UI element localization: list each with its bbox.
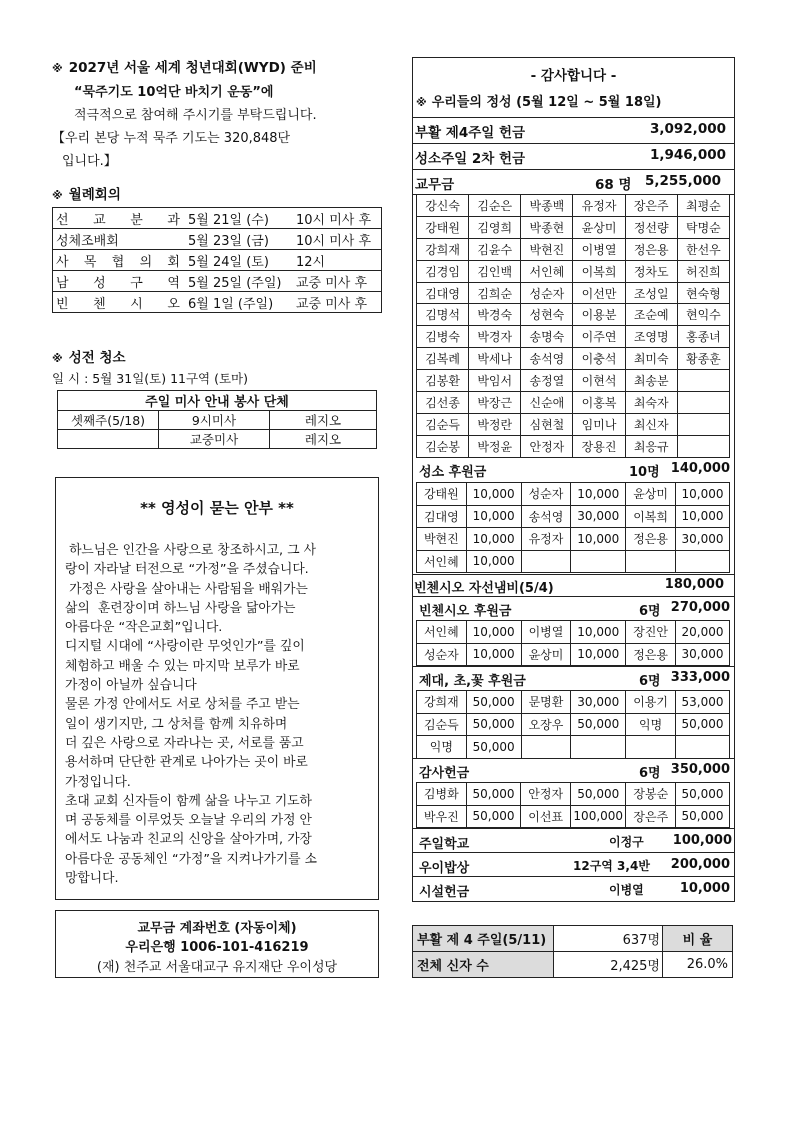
name-cell: 성순자 (521, 483, 571, 506)
ratio-value: 26.0% (663, 952, 733, 978)
name-cell: 김봉환 (417, 370, 469, 392)
name-cell: 최숙자 (625, 392, 677, 414)
name-cell: 현숙형 (677, 282, 729, 304)
amount-cell: 10,000 (571, 483, 626, 506)
table-row (417, 413, 730, 435)
name-cell: 조영명 (625, 326, 677, 348)
greeting-line: 에서도 나눔과 친교의 신앙을 살아가며, 가장 (65, 832, 312, 848)
reference-mark-icon: ※ (52, 189, 63, 202)
greeting-line: 체험하고 배울 수 있는 마지막 보루가 바로 (65, 658, 300, 674)
service-week: 셋째주(5/18) (58, 411, 159, 430)
amount-cell: 30,000 (675, 528, 729, 551)
meeting-heading: ※ 월례회의 (52, 187, 121, 203)
table-row (417, 304, 730, 326)
meeting-table (52, 207, 382, 313)
meeting-cell (53, 208, 382, 229)
greeting-title: ** 영성이 묻는 안부 ** (140, 499, 294, 517)
name-cell: 박종백 (521, 195, 573, 217)
name-cell: 정선량 (625, 216, 677, 238)
greeting-line: 망합니다. (65, 871, 119, 887)
table-row (417, 736, 730, 759)
total-members-label: 전체 신자 수 (413, 952, 554, 978)
sunday-school-amount: 100,000 (672, 833, 732, 848)
name-cell: 이용기 (626, 691, 676, 714)
name-cell: 임미나 (573, 413, 625, 435)
name-cell: 장봉순 (626, 783, 676, 806)
name-cell: 김복례 (417, 348, 469, 370)
name-cell: 정은용 (626, 643, 676, 666)
thanks-gift-table (416, 782, 730, 828)
name-cell: 박현진 (521, 238, 573, 260)
meeting-name: 선 교 분 과 (56, 212, 180, 228)
wyd-heading: ※ 2027년 서울 세계 청년대회(WYD) 준비 (52, 60, 317, 76)
name-cell: 정은용 (625, 238, 677, 260)
meeting-date: 5월 25일 (주일) (188, 275, 282, 291)
table-row (58, 411, 377, 430)
table-row (53, 271, 382, 292)
vincent-fund-count: 6명 (639, 604, 661, 619)
table-row (417, 643, 730, 666)
greeting-line: 삶의 훈련장이며 하느님 사랑을 닮아가는 (65, 600, 296, 616)
vocation-fund-amount: 140,000 (670, 461, 730, 476)
dues-amount: 5,255,000 (644, 173, 721, 189)
meal-amount: 200,000 (670, 857, 730, 872)
name-cell: 장용진 (573, 435, 625, 457)
name-cell: 이병열 (521, 621, 571, 644)
name-cell: 김희순 (469, 282, 521, 304)
thanks-title: - 감사합니다 - (530, 68, 617, 84)
name-cell: 김경임 (417, 260, 469, 282)
name-cell: 정차도 (625, 260, 677, 282)
greeting-line: 가정은 사랑을 살아내는 사람됨을 배워가는 (65, 581, 308, 597)
spiritual-greeting-box (55, 477, 379, 900)
name-cell: 김영희 (469, 216, 521, 238)
facility-name: 이병열 (609, 883, 644, 897)
table-row (417, 282, 730, 304)
name-cell: 이용분 (573, 304, 625, 326)
table-row (417, 621, 730, 644)
vocation-sunday-row (413, 143, 734, 168)
name-cell (677, 435, 729, 457)
name-cell (521, 736, 571, 759)
name-cell: 김순득 (417, 413, 469, 435)
greeting-line: 가정이 아닐까 싶습니다 (65, 678, 197, 694)
thanks-gift-amount: 350,000 (670, 762, 730, 777)
total-members-value: 2,425명 (554, 952, 663, 978)
amount-cell: 50,000 (466, 783, 521, 806)
vincent-pot-amount: 180,000 (664, 577, 724, 592)
name-cell: 조성일 (625, 282, 677, 304)
name-cell: 강태원 (417, 483, 467, 506)
meeting-time: 10시 미사 후 (296, 212, 372, 228)
table-row (53, 229, 382, 250)
ratio-label: 비 율 (663, 926, 733, 952)
table-row (53, 292, 382, 313)
meeting-cell (53, 271, 382, 292)
name-cell: 조순예 (625, 304, 677, 326)
greeting-line: 일이 생기지만, 그 상처를 함께 치유하며 (65, 716, 288, 732)
greeting-line: 초대 교회 신자들이 함께 삶을 나누고 기도하 (65, 793, 312, 809)
meeting-date: 6월 1일 (주일) (188, 296, 274, 312)
easter-offering-row (413, 117, 734, 142)
amount-cell: 10,000 (675, 483, 729, 506)
dues-row (413, 169, 734, 195)
name-cell: 허진희 (677, 260, 729, 282)
name-cell: 장은주 (625, 195, 677, 217)
name-cell: 서인혜 (417, 621, 467, 644)
vocation-fund-row (413, 458, 734, 482)
vincent-pot-row (413, 574, 734, 597)
vincent-fund-row (413, 596, 734, 621)
easter-offering-amount: 3,092,000 (649, 121, 726, 137)
table-row (53, 208, 382, 229)
name-cell: 김병숙 (417, 326, 469, 348)
name-cell: 최평순 (677, 195, 729, 217)
amount-cell: 50,000 (466, 805, 521, 828)
name-cell: 서인혜 (417, 550, 467, 573)
meeting-date: 5월 21일 (수) (188, 212, 269, 228)
amount-cell: 100,000 (570, 805, 626, 828)
name-cell: 박경숙 (469, 304, 521, 326)
meeting-name: 남 성 구 역 (56, 275, 180, 291)
name-cell: 이복희 (573, 260, 625, 282)
amount-cell: 10,000 (571, 528, 626, 551)
table-row (413, 926, 733, 952)
name-cell: 박정윤 (469, 435, 521, 457)
meeting-name: 성체조배회 (56, 233, 119, 249)
table-row (417, 505, 730, 528)
name-cell: 최송분 (625, 370, 677, 392)
sunday-school-label: 주일학교 (419, 837, 470, 852)
amount-cell: 50,000 (570, 783, 626, 806)
amount-cell: 50,000 (676, 805, 730, 828)
amount-cell: 50,000 (466, 736, 521, 759)
amount-cell: 10,000 (466, 505, 521, 528)
offering-panel (412, 57, 735, 902)
amount-cell: 50,000 (466, 691, 521, 714)
name-cell: 박우진 (417, 805, 467, 828)
name-cell: 송석영 (521, 505, 571, 528)
table-row (413, 952, 733, 978)
name-cell: 윤상미 (573, 216, 625, 238)
amount-cell (675, 736, 729, 759)
name-cell: 최미숙 (625, 348, 677, 370)
name-cell: 성순자 (521, 282, 573, 304)
table-row (417, 435, 730, 457)
amount-cell: 30,000 (571, 691, 626, 714)
name-cell: 박정란 (469, 413, 521, 435)
table-row (417, 528, 730, 551)
service-group: 레지오 (270, 411, 377, 430)
meal-label: 우이밥상 (419, 861, 470, 876)
table-row (417, 195, 730, 217)
table-row (417, 326, 730, 348)
facility-amount: 10,000 (679, 881, 730, 896)
sunday-school-row (413, 828, 734, 853)
table-row (417, 260, 730, 282)
name-cell: 이선표 (521, 805, 571, 828)
vocation-sunday-label: 성소주일 2차 헌금 (415, 151, 526, 167)
amount-cell: 10,000 (675, 505, 729, 528)
name-cell: 정은용 (626, 528, 676, 551)
name-cell: 박세나 (469, 348, 521, 370)
name-cell: 탁명순 (677, 216, 729, 238)
attendance-table (412, 925, 733, 978)
greeting-line: 용서하며 단단한 관계로 나아가는 곳이 바로 (65, 755, 308, 771)
account-box (55, 910, 379, 978)
name-cell: 강희재 (417, 691, 467, 714)
name-cell: 김선종 (417, 392, 469, 414)
vincent-fund-table (416, 620, 730, 666)
wyd-line-1: 적극적으로 참여해 주시기를 부탁드립니다. (74, 108, 317, 123)
table-row (417, 550, 730, 573)
vincent-pot-label: 빈첸시오 자선냄비(5/4) (414, 581, 554, 596)
greeting-line: 디지털 시대에 “사랑이란 무엇인가”를 깊이 (65, 639, 305, 655)
amount-cell: 53,000 (675, 691, 729, 714)
name-cell: 김대영 (417, 505, 467, 528)
meeting-name: 빈 첸 시 오 (56, 296, 180, 312)
vocation-fund-count: 10명 (629, 465, 660, 480)
cleaning-heading: ※ 성전 청소 (52, 350, 126, 366)
meeting-time: 교중 미사 후 (296, 296, 368, 312)
name-cell: 송명숙 (521, 326, 573, 348)
amount-cell: 10,000 (466, 550, 521, 573)
meeting-time: 10시 미사 후 (296, 233, 372, 249)
name-cell: 강태원 (417, 216, 469, 238)
name-cell: 현익수 (677, 304, 729, 326)
table-row (417, 691, 730, 714)
account-number: 우리은행 1006-101-416219 (125, 940, 309, 955)
greeting-line: 물론 가정 안에서도 서로 상처를 주고 받는 (65, 697, 300, 713)
name-cell: 김순은 (469, 195, 521, 217)
name-cell: 강희재 (417, 238, 469, 260)
wyd-line-3: 입니다.】 (62, 154, 117, 169)
name-cell: 최신자 (625, 413, 677, 435)
meeting-cell (53, 250, 382, 271)
vocation-fund-table (416, 482, 730, 573)
name-cell: 김병화 (417, 783, 467, 806)
table-row (417, 483, 730, 506)
greeting-line: 며 공동체를 이루었듯 오늘날 우리의 가정 안 (65, 813, 312, 829)
name-cell: 홍종녀 (677, 326, 729, 348)
amount-cell: 20,000 (675, 621, 729, 644)
name-cell: 박현진 (417, 528, 467, 551)
meeting-cell (53, 229, 382, 250)
thanks-gift-row (413, 758, 734, 783)
name-cell: 김순득 (417, 713, 467, 736)
name-cell: 이복희 (626, 505, 676, 528)
attendance-value: 637명 (554, 926, 663, 952)
altar-fund-table (416, 690, 730, 759)
service-table (57, 390, 377, 449)
name-cell: 익명 (417, 736, 467, 759)
dues-name-table (416, 194, 730, 458)
thanks-gift-label: 감사헌금 (419, 766, 470, 781)
name-cell (677, 392, 729, 414)
service-mass: 교중미사 (159, 430, 270, 449)
name-cell: 서인혜 (521, 260, 573, 282)
table-row (417, 783, 730, 806)
name-cell: 오장우 (521, 713, 571, 736)
meal-row (413, 852, 734, 877)
name-cell: 이병열 (573, 238, 625, 260)
amount-cell (675, 550, 729, 573)
name-cell: 김순봉 (417, 435, 469, 457)
amount-cell: 50,000 (571, 713, 626, 736)
greeting-body (65, 541, 370, 888)
greeting-line: 가정입니다. (65, 774, 131, 790)
name-cell: 안정자 (521, 783, 571, 806)
account-title: 교무금 계좌번호 (자동이체) (137, 921, 297, 936)
name-cell: 익명 (626, 713, 676, 736)
name-cell: 성현숙 (521, 304, 573, 326)
altar-fund-row (413, 666, 734, 691)
wyd-subtitle: “묵주기도 10억단 바치기 운동”에 (74, 85, 274, 100)
amount-cell: 10,000 (466, 643, 521, 666)
table-row (417, 392, 730, 414)
name-cell: 이홍복 (573, 392, 625, 414)
greeting-line: 아름다운 공동체인 “가정”을 지켜나가기를 소 (65, 851, 318, 867)
name-cell: 강신숙 (417, 195, 469, 217)
amount-cell: 50,000 (466, 713, 521, 736)
table-row (417, 713, 730, 736)
name-cell (677, 413, 729, 435)
service-title: 주일 미사 안내 봉사 단체 (58, 391, 377, 411)
meeting-cell (53, 292, 382, 313)
table-row (58, 430, 377, 449)
name-cell: 안정자 (521, 435, 573, 457)
thanks-gift-count: 6명 (639, 766, 661, 781)
thanks-subtitle: ※ 우리들의 정성 (5월 12일 ~ 5월 18일) (416, 95, 662, 110)
facility-label: 시설헌금 (419, 885, 470, 900)
dues-label: 교무금 (415, 177, 455, 193)
name-cell: 황종훈 (677, 348, 729, 370)
dues-count: 68 명 (595, 177, 632, 193)
name-cell: 이주연 (573, 326, 625, 348)
amount-cell: 30,000 (675, 643, 729, 666)
meeting-time: 교중 미사 후 (296, 275, 368, 291)
wyd-line-2: 【우리 본당 누적 묵주 기도는 320,848단 (52, 131, 291, 146)
vincent-fund-amount: 270,000 (670, 600, 730, 615)
table-row (417, 216, 730, 238)
meeting-time: 12시 (296, 254, 326, 270)
name-cell: 박종현 (521, 216, 573, 238)
amount-cell (571, 550, 626, 573)
table-row (417, 370, 730, 392)
name-cell (677, 370, 729, 392)
amount-cell: 50,000 (675, 713, 729, 736)
cleaning-info: 일 시 : 5월 31일(토) 11구역 (토마) (52, 371, 248, 386)
name-cell: 유정자 (521, 528, 571, 551)
amount-cell: 10,000 (466, 621, 521, 644)
vocation-fund-label: 성소 후원금 (419, 465, 487, 480)
service-week (58, 430, 159, 449)
meeting-date: 5월 23일 (금) (188, 233, 269, 249)
table-row (417, 238, 730, 260)
name-cell: 윤상미 (521, 643, 571, 666)
meeting-date: 5월 24일 (토) (188, 254, 269, 270)
reference-mark-icon: ※ (52, 352, 63, 365)
name-cell: 이충석 (573, 348, 625, 370)
name-cell: 김명석 (417, 304, 469, 326)
name-cell (521, 550, 571, 573)
name-cell: 장진안 (626, 621, 676, 644)
altar-fund-count: 6명 (639, 674, 661, 689)
name-cell: 김윤수 (469, 238, 521, 260)
name-cell (626, 550, 676, 573)
reference-mark-icon: ※ (416, 96, 427, 109)
facility-row (413, 876, 734, 902)
name-cell: 김인백 (469, 260, 521, 282)
amount-cell: 10,000 (571, 621, 626, 644)
vocation-sunday-amount: 1,946,000 (649, 147, 726, 163)
name-cell: 유정자 (573, 195, 625, 217)
table-row (417, 805, 730, 828)
greeting-line: 랑이 자라날 터전으로 “가정”을 주셨습니다. (65, 562, 309, 578)
name-cell (626, 736, 676, 759)
altar-fund-label: 제대, 초,꽃 후원금 (419, 674, 526, 689)
meal-name: 12구역 3,4반 (573, 859, 650, 873)
amount-cell: 10,000 (466, 483, 521, 506)
attendance-label: 부활 제 4 주일(5/11) (413, 926, 554, 952)
greeting-line: 아름다운 “작은교회”입니다. (65, 620, 223, 636)
table-row (53, 250, 382, 271)
name-cell: 송석영 (521, 348, 573, 370)
reference-mark-icon: ※ (52, 62, 63, 75)
table-row (417, 348, 730, 370)
amount-cell: 50,000 (676, 783, 730, 806)
amount-cell: 10,000 (466, 528, 521, 551)
name-cell: 윤상미 (626, 483, 676, 506)
name-cell: 이현석 (573, 370, 625, 392)
name-cell: 이선만 (573, 282, 625, 304)
service-mass: 9시미사 (159, 411, 270, 430)
altar-fund-amount: 333,000 (670, 670, 730, 685)
name-cell: 박임서 (469, 370, 521, 392)
amount-cell: 30,000 (571, 505, 626, 528)
vincent-fund-label: 빈첸시오 후원금 (419, 604, 512, 619)
name-cell: 김대영 (417, 282, 469, 304)
greeting-line: 하느님은 인간을 사랑으로 창조하시고, 그 사 (65, 543, 316, 558)
name-cell: 성순자 (417, 643, 467, 666)
service-group: 레지오 (270, 430, 377, 449)
greeting-line: 더 깊은 사랑으로 자라나는 곳, 서로를 품고 (65, 735, 304, 751)
easter-offering-label: 부활 제4주일 헌금 (415, 125, 526, 141)
name-cell: 박경자 (469, 326, 521, 348)
amount-cell (571, 736, 626, 759)
meeting-name: 사 목 협 의 회 (56, 254, 180, 270)
name-cell: 신순애 (521, 392, 573, 414)
name-cell: 심현철 (521, 413, 573, 435)
amount-cell: 10,000 (571, 643, 626, 666)
name-cell: 최응규 (625, 435, 677, 457)
name-cell: 박장근 (469, 392, 521, 414)
name-cell: 한선우 (677, 238, 729, 260)
name-cell: 문명환 (521, 691, 571, 714)
sunday-school-name: 이정구 (609, 835, 644, 849)
account-holder: (재) 천주교 서울대교구 유지재단 우이성당 (96, 960, 338, 975)
name-cell: 장은주 (626, 805, 676, 828)
name-cell: 송정열 (521, 370, 573, 392)
